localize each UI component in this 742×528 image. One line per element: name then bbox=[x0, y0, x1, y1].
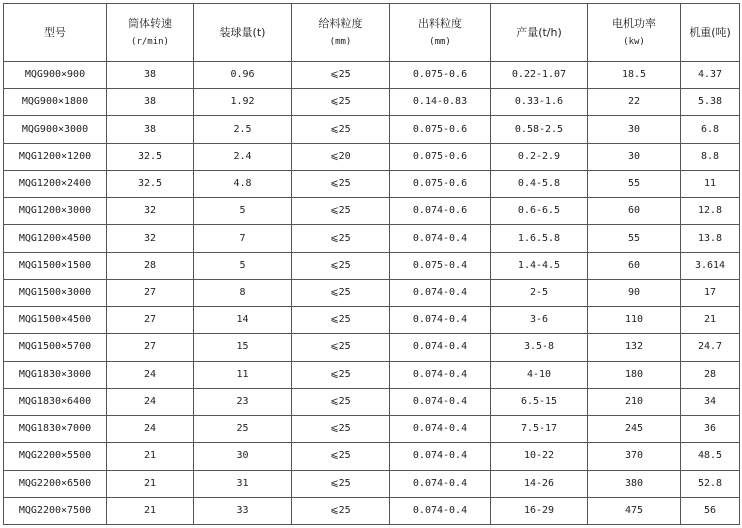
header-unit: (r/min) bbox=[131, 36, 169, 47]
header-weight bbox=[681, 4, 740, 62]
table-row bbox=[4, 443, 740, 470]
cell-output-size: 0.074-0.4 bbox=[390, 443, 491, 470]
cell-weight: 17 bbox=[681, 279, 740, 306]
cell-feed-size: ⩽25 bbox=[292, 279, 390, 306]
cell-weight: 6.8 bbox=[681, 116, 740, 143]
cell-feed-size: ⩽25 bbox=[292, 198, 390, 225]
cell-motor-power: 180 bbox=[588, 361, 681, 388]
cell-feed-size: ⩽25 bbox=[292, 170, 390, 197]
cell-feed-size: ⩽25 bbox=[292, 89, 390, 116]
cell-motor-power: 60 bbox=[588, 252, 681, 279]
header-model bbox=[4, 4, 107, 62]
cell-speed: 27 bbox=[107, 307, 194, 334]
header-speed bbox=[107, 4, 194, 62]
cell-motor-power: 210 bbox=[588, 388, 681, 415]
cell-speed: 27 bbox=[107, 279, 194, 306]
header-title: 电机功率 bbox=[612, 16, 656, 30]
cell-model: MQG1500×1500 bbox=[4, 252, 107, 279]
cell-ball-load: 11 bbox=[194, 361, 292, 388]
cell-feed-size: ⩽25 bbox=[292, 361, 390, 388]
cell-capacity: 0.2-2.9 bbox=[491, 143, 588, 170]
header-ball-load bbox=[194, 4, 292, 62]
cell-motor-power: 380 bbox=[588, 470, 681, 497]
cell-capacity: 4-10 bbox=[491, 361, 588, 388]
cell-ball-load: 2.5 bbox=[194, 116, 292, 143]
cell-speed: 32.5 bbox=[107, 143, 194, 170]
cell-model: MQG1500×3000 bbox=[4, 279, 107, 306]
cell-output-size: 0.074-0.4 bbox=[390, 334, 491, 361]
cell-feed-size: ⩽25 bbox=[292, 252, 390, 279]
table-row bbox=[4, 143, 740, 170]
cell-weight: 36 bbox=[681, 416, 740, 443]
cell-capacity: 1.6.5.8 bbox=[491, 225, 588, 252]
cell-feed-size: ⩽25 bbox=[292, 416, 390, 443]
cell-motor-power: 18.5 bbox=[588, 62, 681, 89]
cell-speed: 38 bbox=[107, 116, 194, 143]
cell-capacity: 10-22 bbox=[491, 443, 588, 470]
table-row bbox=[4, 388, 740, 415]
cell-ball-load: 8 bbox=[194, 279, 292, 306]
cell-output-size: 0.074-0.4 bbox=[390, 279, 491, 306]
cell-output-size: 0.074-0.6 bbox=[390, 198, 491, 225]
cell-capacity: 2-5 bbox=[491, 279, 588, 306]
cell-capacity: 0.33-1.6 bbox=[491, 89, 588, 116]
cell-model: MQG1200×2400 bbox=[4, 170, 107, 197]
cell-motor-power: 132 bbox=[588, 334, 681, 361]
cell-model: MQG2200×5500 bbox=[4, 443, 107, 470]
table-row bbox=[4, 361, 740, 388]
cell-model: MQG900×3000 bbox=[4, 116, 107, 143]
table-row bbox=[4, 334, 740, 361]
cell-output-size: 0.074-0.4 bbox=[390, 470, 491, 497]
cell-output-size: 0.074-0.4 bbox=[390, 361, 491, 388]
cell-weight: 12.8 bbox=[681, 198, 740, 225]
cell-speed: 38 bbox=[107, 89, 194, 116]
header-title: 出料粒度 bbox=[418, 16, 462, 30]
cell-capacity: 0.22-1.07 bbox=[491, 62, 588, 89]
cell-feed-size: ⩽25 bbox=[292, 334, 390, 361]
cell-model: MQG1200×4500 bbox=[4, 225, 107, 252]
cell-speed: 32 bbox=[107, 225, 194, 252]
cell-speed: 32.5 bbox=[107, 170, 194, 197]
cell-weight: 34 bbox=[681, 388, 740, 415]
cell-model: MQG2200×7500 bbox=[4, 497, 107, 524]
cell-speed: 21 bbox=[107, 443, 194, 470]
cell-model: MQG1500×4500 bbox=[4, 307, 107, 334]
header-feed-size bbox=[292, 4, 390, 62]
cell-feed-size: ⩽25 bbox=[292, 307, 390, 334]
header-title: 给料粒度 bbox=[318, 16, 363, 30]
cell-capacity: 0.58-2.5 bbox=[491, 116, 588, 143]
header-output-size bbox=[390, 4, 491, 62]
cell-weight: 5.38 bbox=[681, 89, 740, 116]
table-row bbox=[4, 198, 740, 225]
cell-capacity: 1.4-4.5 bbox=[491, 252, 588, 279]
cell-weight: 8.8 bbox=[681, 143, 740, 170]
cell-capacity: 6.5-15 bbox=[491, 388, 588, 415]
header-unit: (mm) bbox=[329, 36, 352, 47]
cell-speed: 32 bbox=[107, 198, 194, 225]
cell-model: MQG1830×7000 bbox=[4, 416, 107, 443]
cell-model: MQG1830×3000 bbox=[4, 361, 107, 388]
cell-motor-power: 90 bbox=[588, 279, 681, 306]
cell-output-size: 0.074-0.4 bbox=[390, 416, 491, 443]
cell-weight: 48.5 bbox=[681, 443, 740, 470]
cell-weight: 21 bbox=[681, 307, 740, 334]
table-row bbox=[4, 116, 740, 143]
cell-weight: 4.37 bbox=[681, 62, 740, 89]
header-row bbox=[4, 4, 740, 62]
cell-feed-size: ⩽25 bbox=[292, 497, 390, 524]
cell-motor-power: 30 bbox=[588, 116, 681, 143]
header-title: 型号 bbox=[44, 25, 66, 39]
cell-model: MQG900×900 bbox=[4, 62, 107, 89]
cell-output-size: 0.075-0.6 bbox=[390, 62, 491, 89]
table-header bbox=[4, 4, 740, 62]
cell-weight: 11 bbox=[681, 170, 740, 197]
cell-output-size: 0.075-0.6 bbox=[390, 143, 491, 170]
cell-ball-load: 7 bbox=[194, 225, 292, 252]
table-row bbox=[4, 225, 740, 252]
cell-motor-power: 110 bbox=[588, 307, 681, 334]
cell-weight: 13.8 bbox=[681, 225, 740, 252]
cell-ball-load: 5 bbox=[194, 252, 292, 279]
cell-model: MQG1830×6400 bbox=[4, 388, 107, 415]
header-motor-power bbox=[588, 4, 681, 62]
table-row bbox=[4, 170, 740, 197]
cell-output-size: 0.074-0.4 bbox=[390, 307, 491, 334]
cell-capacity: 16-29 bbox=[491, 497, 588, 524]
cell-speed: 28 bbox=[107, 252, 194, 279]
cell-model: MQG2200×6500 bbox=[4, 470, 107, 497]
cell-capacity: 7.5-17 bbox=[491, 416, 588, 443]
header-title: 筒体转速 bbox=[128, 16, 172, 30]
cell-ball-load: 4.8 bbox=[194, 170, 292, 197]
cell-motor-power: 475 bbox=[588, 497, 681, 524]
cell-speed: 21 bbox=[107, 470, 194, 497]
cell-output-size: 0.074-0.4 bbox=[390, 388, 491, 415]
header-title: 装球量(t) bbox=[219, 25, 266, 39]
cell-motor-power: 370 bbox=[588, 443, 681, 470]
cell-motor-power: 22 bbox=[588, 89, 681, 116]
cell-ball-load: 30 bbox=[194, 443, 292, 470]
cell-feed-size: ⩽25 bbox=[292, 388, 390, 415]
cell-weight: 28 bbox=[681, 361, 740, 388]
cell-speed: 24 bbox=[107, 416, 194, 443]
cell-output-size: 0.14-0.83 bbox=[390, 89, 491, 116]
cell-feed-size: ⩽25 bbox=[292, 470, 390, 497]
cell-capacity: 14-26 bbox=[491, 470, 588, 497]
cell-feed-size: ⩽25 bbox=[292, 225, 390, 252]
cell-model: MQG1500×5700 bbox=[4, 334, 107, 361]
cell-model: MQG1200×3000 bbox=[4, 198, 107, 225]
cell-ball-load: 33 bbox=[194, 497, 292, 524]
cell-motor-power: 30 bbox=[588, 143, 681, 170]
cell-ball-load: 1.92 bbox=[194, 89, 292, 116]
cell-model: MQG1200×1200 bbox=[4, 143, 107, 170]
table-row bbox=[4, 416, 740, 443]
cell-speed: 38 bbox=[107, 62, 194, 89]
cell-output-size: 0.074-0.4 bbox=[390, 225, 491, 252]
cell-ball-load: 31 bbox=[194, 470, 292, 497]
cell-weight: 24.7 bbox=[681, 334, 740, 361]
cell-feed-size: ⩽25 bbox=[292, 443, 390, 470]
cell-ball-load: 23 bbox=[194, 388, 292, 415]
table-row bbox=[4, 279, 740, 306]
header-title: 产量(t/h) bbox=[516, 25, 562, 39]
cell-model: MQG900×1800 bbox=[4, 89, 107, 116]
cell-speed: 21 bbox=[107, 497, 194, 524]
cell-output-size: 0.074-0.4 bbox=[390, 497, 491, 524]
cell-motor-power: 60 bbox=[588, 198, 681, 225]
cell-capacity: 0.4-5.8 bbox=[491, 170, 588, 197]
cell-output-size: 0.075-0.4 bbox=[390, 252, 491, 279]
cell-speed: 27 bbox=[107, 334, 194, 361]
table-row bbox=[4, 307, 740, 334]
cell-feed-size: ⩽25 bbox=[292, 116, 390, 143]
cell-ball-load: 0.96 bbox=[194, 62, 292, 89]
ball-mill-spec-table bbox=[3, 3, 740, 525]
cell-speed: 24 bbox=[107, 361, 194, 388]
cell-motor-power: 55 bbox=[588, 225, 681, 252]
cell-motor-power: 245 bbox=[588, 416, 681, 443]
cell-ball-load: 5 bbox=[194, 198, 292, 225]
cell-capacity: 3.5-8 bbox=[491, 334, 588, 361]
cell-speed: 24 bbox=[107, 388, 194, 415]
table-row bbox=[4, 62, 740, 89]
header-title: 机重(吨) bbox=[689, 25, 731, 39]
cell-weight: 56 bbox=[681, 497, 740, 524]
cell-capacity: 0.6-6.5 bbox=[491, 198, 588, 225]
cell-ball-load: 25 bbox=[194, 416, 292, 443]
cell-output-size: 0.075-0.6 bbox=[390, 116, 491, 143]
table-row bbox=[4, 497, 740, 524]
table-row bbox=[4, 252, 740, 279]
cell-ball-load: 15 bbox=[194, 334, 292, 361]
table-row bbox=[4, 89, 740, 116]
header-capacity bbox=[491, 4, 588, 62]
cell-weight: 52.8 bbox=[681, 470, 740, 497]
cell-ball-load: 2.4 bbox=[194, 143, 292, 170]
cell-capacity: 3-6 bbox=[491, 307, 588, 334]
cell-weight: 3.614 bbox=[681, 252, 740, 279]
table-row bbox=[4, 470, 740, 497]
header-unit: (mm) bbox=[429, 36, 451, 47]
header-unit: (kw) bbox=[623, 36, 645, 47]
cell-motor-power: 55 bbox=[588, 170, 681, 197]
table-body bbox=[4, 62, 740, 525]
cell-output-size: 0.075-0.6 bbox=[390, 170, 491, 197]
cell-ball-load: 14 bbox=[194, 307, 292, 334]
cell-feed-size: ⩽25 bbox=[292, 62, 390, 89]
cell-feed-size: ⩽20 bbox=[292, 143, 390, 170]
